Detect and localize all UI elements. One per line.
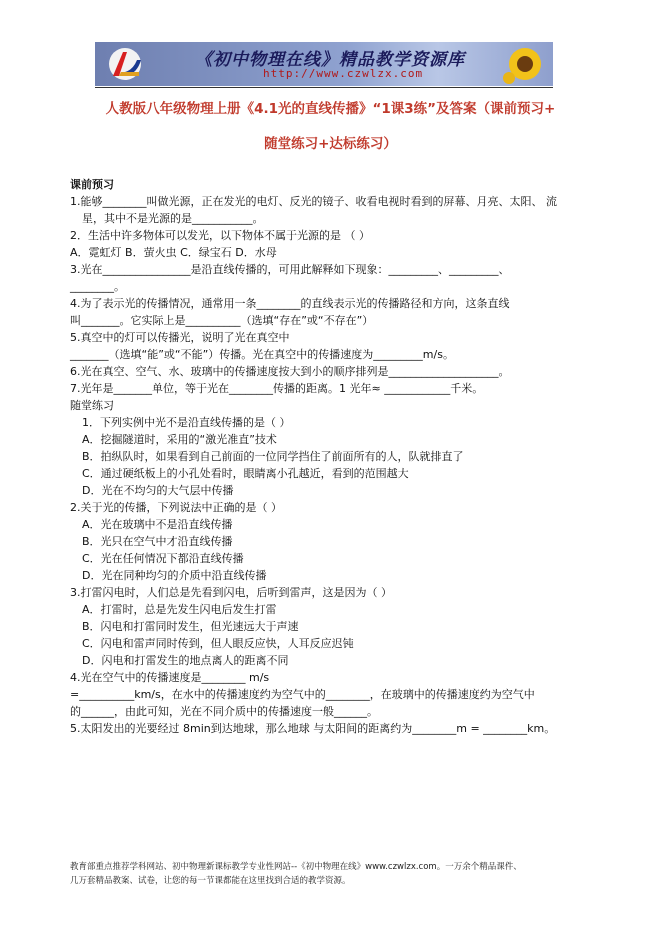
- document-title-line2: 随堂练习+达标练习）: [264, 136, 397, 152]
- text-line: A．打雷时，总是先发生闪电后发生打雷: [82, 603, 277, 616]
- footer-line2: 几万套精品教案、试卷，让您的每一节课都能在这里找到合适的教学资源。: [70, 876, 351, 886]
- text-line: 2．生活中许多物体可以发光，以下物体不属于光源的是 （ ）: [70, 229, 370, 242]
- text-line: 叫_______。它实际上是__________（选填“存在”或“不存在”）: [70, 314, 374, 327]
- footer: [70, 860, 610, 888]
- exercise-body: [70, 176, 590, 737]
- document-title-line1: 人教版八年级物理上册《4.1光的直线传播》“1课3练”及答案（课前预习+: [105, 101, 556, 117]
- text-line: _______（选填“能”或“不能”）传播。光在真空中的传播速度为_________m/s。: [70, 348, 454, 361]
- header-divider: [95, 87, 553, 88]
- sunflower-icon: [503, 44, 547, 84]
- text-line: D．光在同种均匀的介质中沿直线传播: [82, 569, 267, 582]
- text-line: C．闪电和雷声同时传到，但人眼反应快，人耳反应迟钝: [82, 637, 354, 650]
- text-line: 的______，由此可知，光在不同介质中的传播速度一般______。: [70, 705, 378, 718]
- text-line: 课前预习: [70, 178, 114, 191]
- text-line: 7.光年是_______单位，等于光在________传播的距离。1 光年≈ ____________千米。: [70, 382, 484, 395]
- footer-line1: 教育部重点推荐学科网站、初中物理新课标教学专业性网站--《初中物理在线》www.czwlzx.com。一万余个精品课件、: [70, 862, 522, 872]
- text-line: A．光在玻璃中不是沿直线传播: [82, 518, 233, 531]
- text-line: 1．下列实例中光不是沿直线传播的是（ ）: [82, 416, 291, 429]
- text-line: 5.真空中的灯可以传播光，说明了光在真空中: [70, 331, 290, 344]
- text-line: 1.能够________叫做光源，正在发光的电灯、反光的镜子、收看电视时看到的屏幕、月亮、太阳、 流: [70, 195, 557, 208]
- banner-title: 《初中物理在线》精品教学资源库: [195, 50, 465, 70]
- text-line: 星，其中不是光源的是___________。: [82, 212, 264, 225]
- text-line: 5.太阳发出的光要经过 8min到达地球，那么地球 与太阳间的距离约为________m = ________km。: [70, 722, 556, 735]
- text-line: D．闪电和打雷发生的地点离人的距离不同: [82, 654, 289, 667]
- text-line: 4.光在空气中的传播速度是________ m/s: [70, 671, 270, 684]
- text-line: 4.为了表示光的传播情况，通常用一条________的直线表示光的传播路径和方向，这条直线: [70, 297, 510, 310]
- header-banner: [95, 42, 553, 86]
- text-line: D．光在不均匀的大气层中传播: [82, 484, 234, 497]
- text-line: B．闪电和打雷同时发生，但光速远大于声速: [82, 620, 299, 633]
- logo-icon: [105, 46, 149, 82]
- banner-url[interactable]: http://www.czwlzx.com: [263, 67, 424, 80]
- text-line: C．光在任何情况下都沿直线传播: [82, 552, 244, 565]
- text-line: =__________km/s，在水中的传播速度约为空气中的________，在玻璃中的传播速度约为空气中: [70, 688, 535, 701]
- text-line: C．通过硬纸板上的小孔处看时，眼睛离小孔越近，看到的范围越大: [82, 467, 409, 480]
- text-line: 随堂练习: [70, 399, 114, 412]
- text-line: 3.打雷闪电时，人们总是先看到闪电，后听到雷声，这是因为（ ）: [70, 586, 392, 599]
- text-line: B．光只在空气中才沿直线传播: [82, 535, 233, 548]
- text-line: A．霓虹灯 B．萤火虫 C．绿宝石 D．水母: [70, 246, 277, 259]
- text-line: 3.光在________________是沿直线传播的，可用此解释如下现象：_________、_________、: [70, 263, 510, 276]
- text-line: A．挖掘隧道时，采用的“激光准直”技术: [82, 433, 277, 446]
- text-line: B．拍纵队时，如果看到自己前面的一位同学挡住了前面所有的人，队就排直了: [82, 450, 464, 463]
- text-line: ________。: [70, 280, 125, 293]
- text-line: 2.关于光的传播，下列说法中正确的是（ ）: [70, 501, 282, 514]
- text-line: 6.光在真空、空气、水、玻璃中的传播速度按大到小的顺序排列是____________________。: [70, 365, 510, 378]
